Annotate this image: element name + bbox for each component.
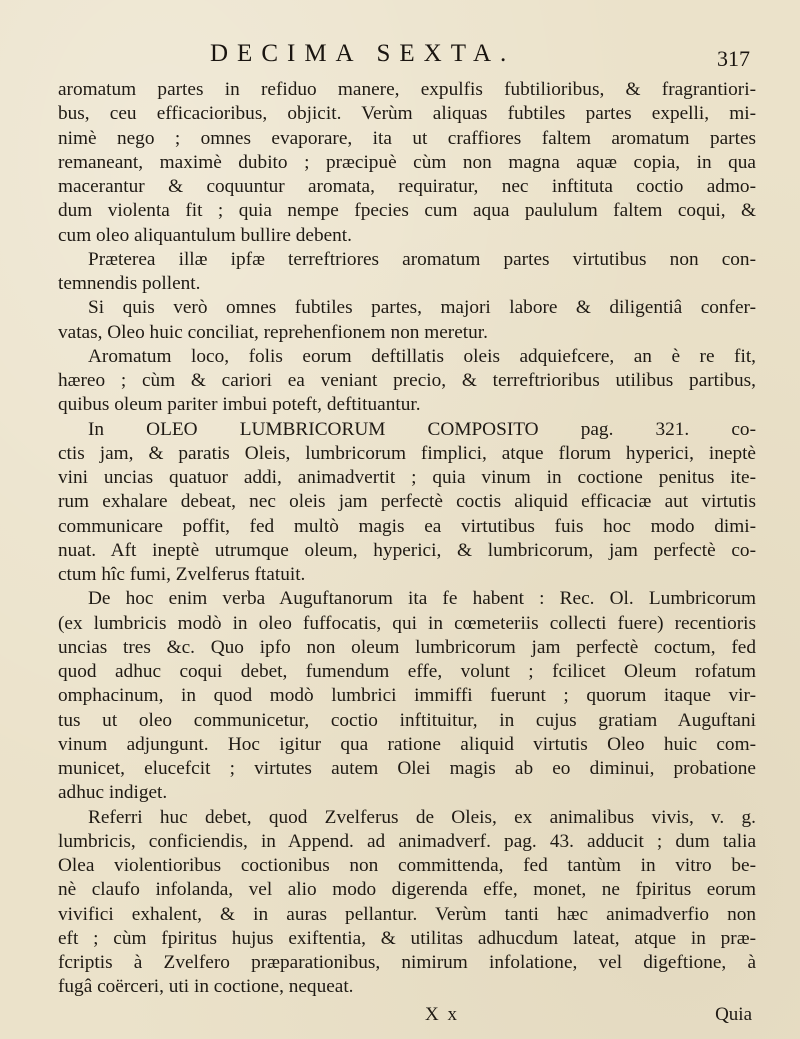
text-line: vinum adjungunt. Hoc igitur qua ratione aliquid virtutis Oleo huic com- [58,733,756,755]
text-line: remaneant, maximè dubito ; præcipuè cùm non magna aquæ copia, in qua [58,151,756,173]
text-line: bus, ceu efficacioribus, objicit. Verùm aliquas fubtiles partes expelli, mi- [58,103,756,125]
text-line: quod adhuc coqui debet, fumendum effe, volunt ; fcilicet Oleum rofatum [58,661,756,682]
text-line: vatas, Oleo huic conciliat, reprehenfionem non meretur. [58,321,488,343]
text-line: vivifici exhalent, & in auras pellantur. Verùm tanti hæc animadverfio non [58,903,756,925]
text-line: temnendis pollent. [58,273,201,294]
text-line: omphacinum, in quod modò lumbrici immiffi fuerunt ; quorum itaque vir- [58,685,756,707]
catchword: Quia [715,1004,752,1025]
text-line: rum exhalare debeat, nec oleis jam perfectè coctis aliquid efficaciæ aut virtutis [58,491,756,513]
text-line: macerantur & coquuntur aromata, requiratur, nec inftituta coctio admo- [58,176,756,197]
text-line: tus ut oleo communicetur, coctio inftituitur, in cujus gratiam Auguftani [58,709,756,731]
text-line: communicare poffit, fed multò magis ea virtutibus fuis hoc modo dimi- [58,515,756,537]
text-line: nimè nego ; omnes evaporare, ita ut craffiores faltem aromatum partes [58,127,756,149]
text-line: municet, elucefcit ; virtutes autem Olei magis ab eo diminui, probatione [58,758,756,779]
text-line: Olea violentioribus coctionibus non committenda, fed tantùm in vitro be- [58,855,756,876]
text-line: fcriptis à Zvelfero præparationibus, nimirum infolatione, vel digeftione, à [58,952,756,973]
text-line: eft ; cùm fpiritus hujus exiftentia, & utilitas adhucdum lateat, atque in præ- [58,927,756,949]
text-line: Præterea illæ ipfæ terreftriores aromatum partes virtutibus non con- [88,248,756,270]
text-line: (ex lumbricis modò in oleo fuffocatis, qui in cœmeteriis collecti fuere) recentioris [58,612,756,634]
text-line: Referri huc debet, quod Zvelferus de Oleis, ex animalibus vivis, v. g. [88,806,756,828]
text-line: In OLEO LUMBRICORUM COMPOSITO pag. 321. co- [88,418,756,440]
text-line: Si quis verò omnes fubtiles partes, majori labore & diligentiâ confer- [88,297,756,319]
text-line: cum oleo aliquantulum bullire debent. [58,224,352,246]
running-head [60,40,754,72]
text-line: nuat. Aft ineptè utrumque oleum, hyperici, & lumbricorum, jam perfectè co- [58,539,756,561]
body-text [58,78,756,1000]
text-line: aromatum partes in refiduo manere, expulfis fubtilioribus, & fragrantiori- [58,79,756,100]
text-line: lumbricis, conficiendis, in Append. ad animadverf. pag. 43. adducit ; dum talia [58,830,756,852]
text-line: uncias tres &c. Quo ipfo non oleum lumbricorum jam perfectè coctum, fed [58,636,756,658]
text-line: quibus oleum pariter imbui poteft, deftituantur. [58,394,421,416]
text-line: fugâ coërceri, uti in coctione, nequeat. [58,976,354,998]
text-line: ctis jam, & paratis Oleis, lumbricorum fimplici, atque florum hyperici, ineptè [58,442,756,464]
text-line: nè claufo infolanda, vel alio modo digerenda effe, monet, ne fpiritus eorum [58,879,756,901]
text-line: hæreo ; cùm & cariori ea veniant precio, & terreftrioribus utilibus partibus, [58,370,756,391]
text-line: vini uncias quatuor addi, animadvertit ; quia vinum in coctione penitus ite- [58,467,756,488]
text-line: dum violenta fit ; quia nempe fpecies cum aqua paululum faltem coqui, & [58,200,756,222]
running-title: DECIMA SEXTA. [210,40,516,67]
page-number: 317 [717,46,750,71]
page-footer [60,1004,754,1030]
signature-mark: X x [425,1004,459,1025]
text-line: adhuc indiget. [58,782,168,804]
text-line: De hoc enim verba Auguftanorum ita fe habent : Rec. Ol. Lumbricorum [88,588,756,610]
text-line: ctum hîc fumi, Zvelferus ftatuit. [58,564,306,585]
text-line: Aromatum loco, folis eorum deftillatis oleis adquiefcere, an è re fit, [88,345,756,367]
